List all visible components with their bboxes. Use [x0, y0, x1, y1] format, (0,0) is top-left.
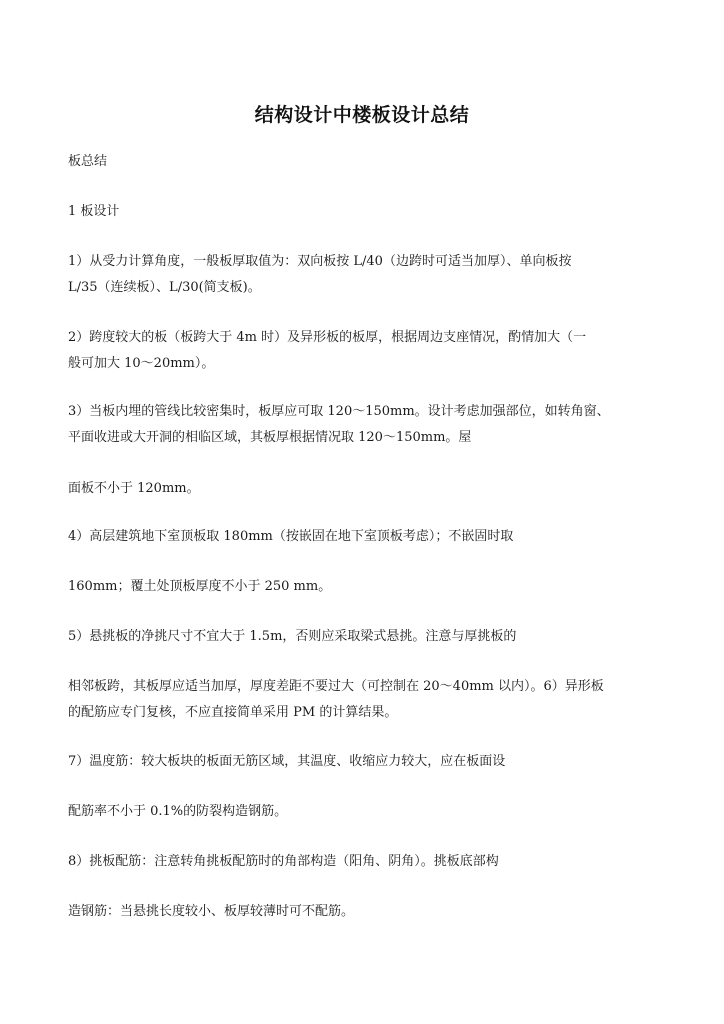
- paragraph-line: 3）当板内埋的管线比较密集时，板厚应可取 120～150mm。设计考虑加强部位，如转角窗、: [68, 404, 610, 419]
- paragraph-line: 7）温度筋：较大板块的板面无筋区域，其温度、收缩应力较大，应在板面设: [68, 754, 506, 769]
- document-title: 结构设计中楼板设计总结: [254, 104, 470, 126]
- paragraph-line: 相邻板跨，其板厚应适当加厚，厚度差距不要过大（可控制在 20～40mm 以内）。6）异形板: [68, 679, 604, 694]
- paragraph-line: 5）悬挑板的净挑尺寸不宜大于 1.5m，否则应采取梁式悬挑。注意与厚挑板的: [68, 629, 517, 644]
- paragraph-line: 般可加大 10～20mm）。: [68, 356, 215, 371]
- paragraph-line: 4）高层建筑地下室顶板取 180mm（按嵌固在地下室顶板考虑）；不嵌固时取: [68, 529, 514, 544]
- paragraph-line: 8）挑板配筋：注意转角挑板配筋时的角部构造（阳角、阴角）。挑板底部构: [68, 854, 499, 869]
- section-heading: 板总结: [68, 154, 108, 169]
- paragraph-line: L/35（连续板）、L/30(简支板)。: [68, 280, 261, 295]
- paragraph-line: 160mm；覆土处顶板厚度不小于 250 mm。: [68, 579, 332, 594]
- paragraph-line: 平面收进或大开洞的相临区域，其板厚根据情况取 120～150mm。屋: [68, 430, 472, 445]
- paragraph-line: 配筋率不小于 0.1%的防裂构造钢筋。: [68, 804, 288, 819]
- subsection-heading: 1 板设计: [68, 204, 120, 219]
- paragraph-line: 的配筋应专门复核，不应直接简单采用 PM 的计算结果。: [68, 705, 398, 720]
- paragraph-line: 造钢筋：当悬挑长度较小、板厚较薄时可不配筋。: [68, 904, 355, 919]
- paragraph-line: 2）跨度较大的板（板跨大于 4m 时）及异形板的板厚，根据周边支座情况，酌情加大（一: [68, 330, 587, 345]
- paragraph-line: 1）从受力计算角度，一般板厚取值为：双向板按 L/40（边跨时可适当加厚）、单向板按: [68, 254, 572, 269]
- paragraph-line: 面板不小于 120mm。: [68, 481, 200, 496]
